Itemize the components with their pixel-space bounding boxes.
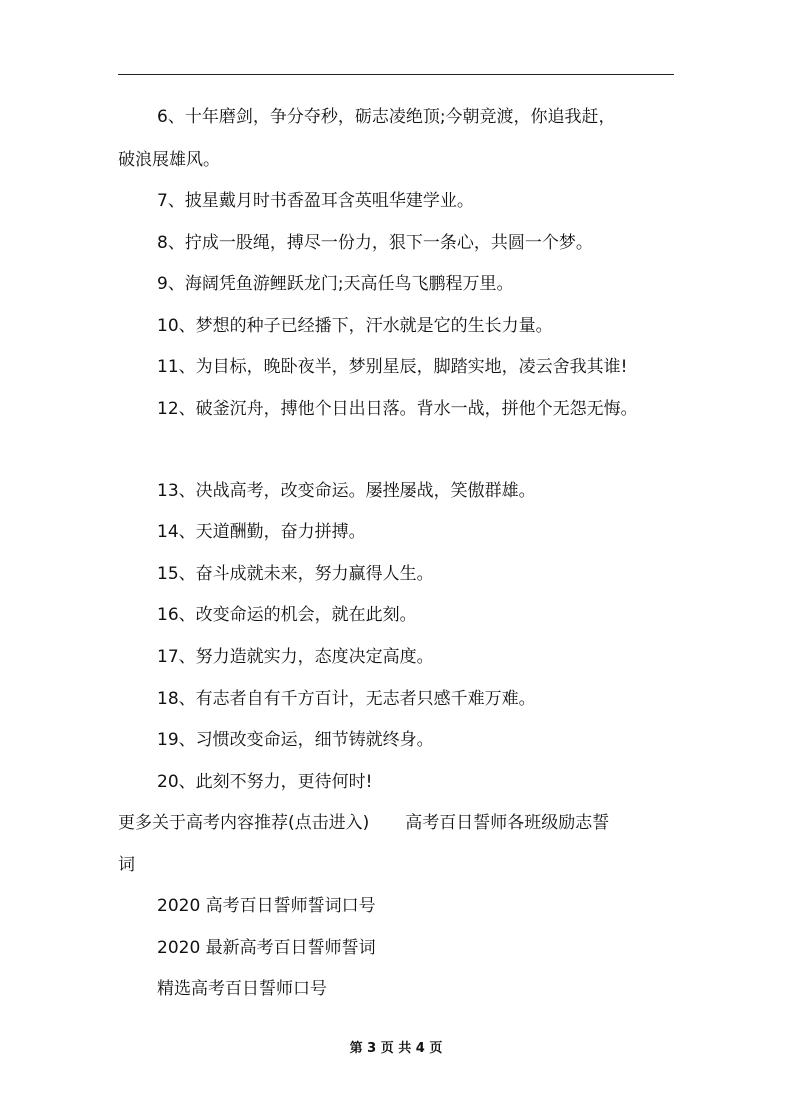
- slogan-line-19: 19、习惯改变命运，细节铸就终身。: [157, 730, 434, 750]
- more-content-row: [118, 812, 609, 834]
- page-number-footer: 第 3 页 共 4 页: [349, 1041, 443, 1056]
- slogan-line-9: 9、海阔凭鱼游鲤跃龙门;天高任鸟飞鹏程万里。: [157, 274, 514, 294]
- related-link-4[interactable]: 精选高考百日誓师口号: [157, 979, 327, 999]
- slogan-line-20: 20、此刻不努力，更待何时!: [157, 772, 373, 792]
- header-rule: [118, 74, 674, 75]
- slogan-line-15: 15、奋斗成就未来，努力赢得人生。: [157, 564, 434, 584]
- more-content-label: 更多关于高考内容推荐(点击进入): [118, 813, 370, 833]
- related-link-3[interactable]: 2020 最新高考百日誓师誓词: [157, 938, 376, 958]
- slogan-line-6: 6、十年磨剑，争分夺秒，砺志凌绝顶;今朝竞渡，你追我赶，: [157, 107, 616, 127]
- slogan-line-14: 14、天道酬勤，奋力拼搏。: [157, 522, 366, 542]
- related-link-1-cont[interactable]: 词: [118, 855, 135, 875]
- slogan-line-8: 8、拧成一股绳，搏尽一份力，狠下一条心，共圆一个梦。: [157, 233, 593, 253]
- slogan-line-13: 13、决战高考，改变命运。屡挫屡战，笑傲群雄。: [157, 481, 536, 501]
- related-link-2[interactable]: 2020 高考百日誓师誓词口号: [157, 896, 376, 916]
- slogan-line-6-cont: 破浪展雄风。: [118, 150, 220, 170]
- slogan-line-7: 7、披星戴月时书香盈耳含英咀华建学业。: [157, 191, 474, 211]
- slogan-line-11: 11、为目标，晚卧夜半，梦别星辰，脚踏实地，凌云舍我其谁!: [157, 357, 628, 377]
- related-link-1[interactable]: 高考百日誓师各班级励志誓: [405, 813, 610, 833]
- slogan-line-16: 16、改变命运的机会，就在此刻。: [157, 605, 417, 625]
- slogan-line-12: 12、破釜沉舟，搏他个日出日落。背水一战，拼他个无怨无悔。: [157, 399, 638, 419]
- slogan-line-10: 10、梦想的种子已经播下，汗水就是它的生长力量。: [157, 316, 553, 336]
- slogan-line-18: 18、有志者自有千方百计，无志者只感千难万难。: [157, 689, 536, 709]
- slogan-line-17: 17、努力造就实力，态度决定高度。: [157, 647, 434, 667]
